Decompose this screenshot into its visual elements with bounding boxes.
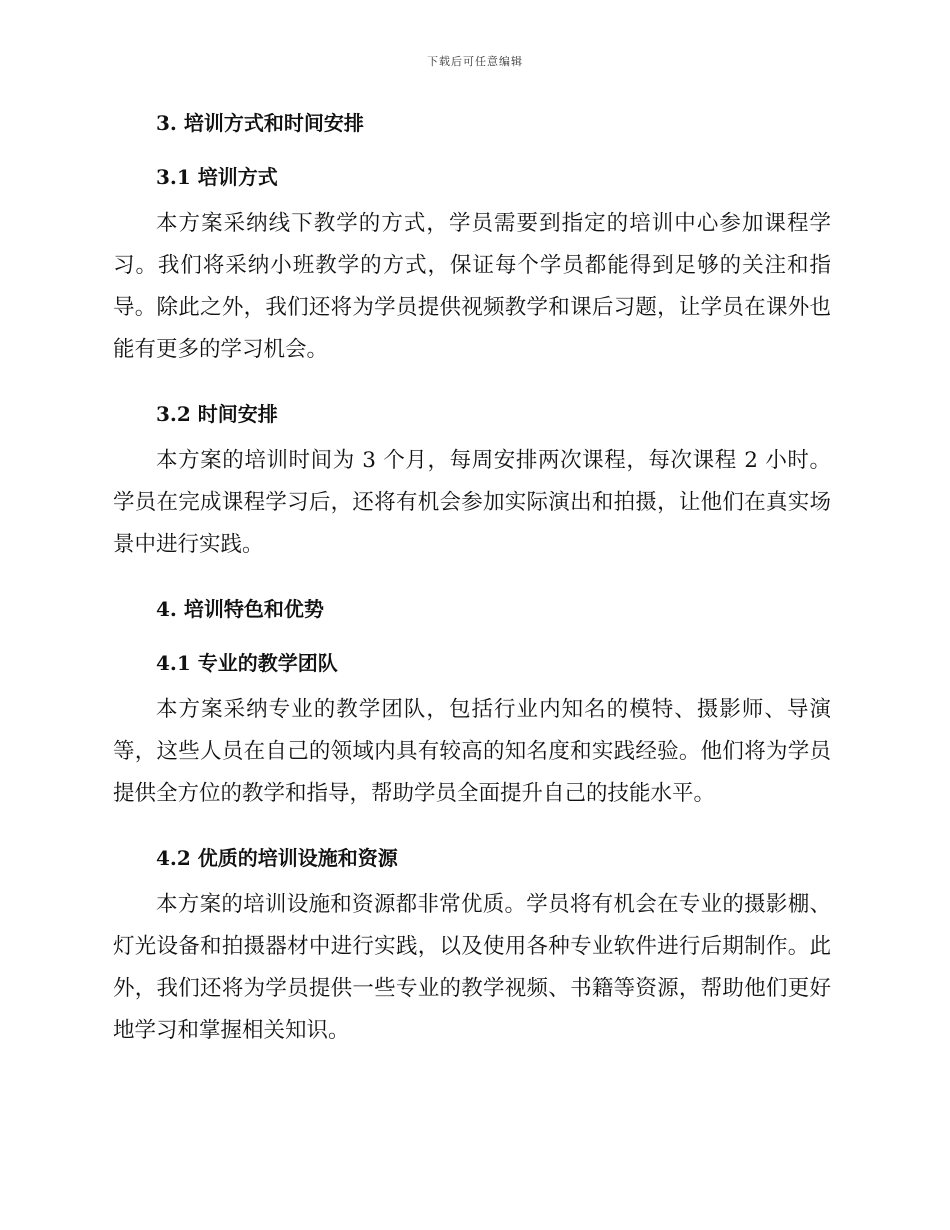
- section-3-2-paragraph: 本方案的培训时间为 3 个月，每周安排两次课程，每次课程 2 小时。学员在完成课程学习后，还将有机会参加实际演出和拍摄，让他们在真实场景中进行实践。: [113, 448, 831, 557]
- document-body: [113, 108, 831, 1052]
- section-4-2-heading: 4.2 优质的培训设施和资源: [156, 846, 398, 870]
- section-3-1-heading: 3.1 培训方式: [156, 165, 278, 189]
- section-4-1-heading: 4.1 专业的教学团队: [156, 651, 338, 675]
- section-4-1-paragraph: 本方案采纳专业的教学团队，包括行业内知名的模特、摄影师、导演等，这些人员在自己的领域内具有较高的知名度和实践经验。他们将为学员提供全方位的教学和指导，帮助学员全面提升自己的技能水平。: [113, 697, 831, 806]
- page-header-note: 下载后可任意编辑: [427, 55, 523, 68]
- section-3-heading: 3. 培训方式和时间安排: [156, 111, 364, 135]
- section-3-2-heading: 3.2 时间安排: [156, 402, 278, 426]
- section-4-2-paragraph: 本方案的培训设施和资源都非常优质。学员将有机会在专业的摄影棚、灯光设备和拍摄器材中进行实践，以及使用各种专业软件进行后期制作。此外，我们还将为学员提供一些专业的教学视频、书籍等资源，帮助他们更好地学习和掌握相关知识。: [113, 892, 831, 1043]
- section-3-1-paragraph: 本方案采纳线下教学的方式，学员需要到指定的培训中心参加课程学习。我们将采纳小班教学的方式，保证每个学员都能得到足够的关注和指导。除此之外，我们还将为学员提供视频教学和课后习题，让学员在课外也能有更多的学习机会。: [113, 211, 831, 362]
- section-4-heading: 4. 培训特色和优势: [156, 597, 324, 621]
